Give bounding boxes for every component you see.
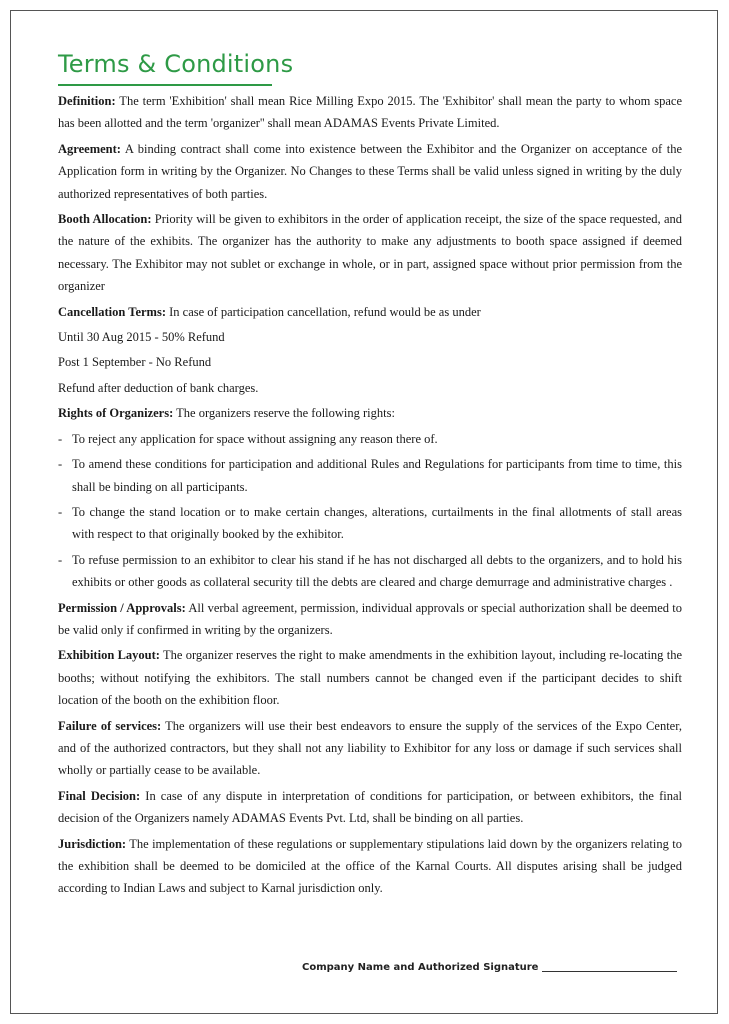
rights-item-text: To reject any application for space without assigning any reason there of. [72,431,438,446]
layout-paragraph [58,644,682,711]
booth-allocation-text: Priority will be given to exhibitors in the order of application receipt, the size of the space requested, and the nature of the exhibits. The organizer has the authority to make any adjustments to booth space assigned if deemed necessary. The Exhibitor may not sublet or exchange in whole, or in part, assigned space without prior permission from the organizer [58,212,682,294]
dash-bullet: - [58,552,63,567]
cancellation-line: Post 1 September - No Refund [58,355,212,370]
cancellation-label: Cancellation Terms: [58,304,166,319]
document-body [58,50,682,903]
jurisdiction-paragraph [58,833,682,900]
final-decision-label: Final Decision: [58,788,141,803]
rights-list-item [58,453,682,498]
title-underline [58,84,272,86]
failure-label: Failure of services: [58,718,162,733]
signature-label: Company Name and Authorized Signature [302,962,539,973]
agreement-text: A binding contract shall come into existence between the Exhibitor and the Organizer on acceptance of the Application form in writing by the Organizer. No Changes to these Terms shall be valid unless signed in writing by the duly authorized representatives of both parties. [58,141,682,201]
rights-text: The organizers reserve the following rights: [173,406,395,421]
rights-paragraph [58,402,682,424]
page-title: Terms & Conditions [58,50,294,78]
final-decision-text: In case of any dispute in interpretation of conditions for participation, or between exhibitors, the final decision of the Organizers namely ADAMAS Events Pvt. Ltd, shall be binding on all parties. [58,788,682,826]
rights-label: Rights of Organizers: [58,406,174,421]
dash-bullet: - [58,457,63,472]
failure-paragraph [58,715,682,782]
booth-allocation-label: Booth Allocation: [58,212,152,227]
rights-item-text: To refuse permission to an exhibitor to clear his stand if he has not discharged all debts to the organizers, and to hold his exhibits or other goods as collateral security till the debts are cleared and charge demurrage and administrative charges . [72,552,682,590]
agreement-paragraph [58,138,682,205]
definition-label: Definition: [58,94,116,108]
permission-paragraph [58,597,682,642]
dash-bullet: - [58,504,63,519]
definition-text: The term 'Exhibition' shall mean Rice Milling Expo 2015. The 'Exhibitor' shall mean the party to whom space has been allotted and the term 'organizer'' shall mean ADAMAS Events Private Limited. [58,94,682,131]
dash-bullet: - [58,431,63,446]
signature-line[interactable] [542,971,677,972]
cancellation-paragraph [58,301,682,323]
cancellation-line: Until 30 Aug 2015 - 50% Refund [58,330,225,345]
agreement-label: Agreement: [58,141,121,156]
jurisdiction-text: The implementation of these regulations or supplementary stipulations laid down by the organizers relating to the exhibition shall be deemed to be domiciled at the office of the Karnal Courts. All disputes arising shall be judged according to Indian Laws and subject to Karnal jurisdiction only. [58,836,682,896]
permission-label: Permission / Approvals: [58,600,186,615]
rights-list-item [58,428,682,450]
signature-block [302,962,677,973]
layout-label: Exhibition Layout: [58,648,160,663]
rights-list-item [58,549,682,594]
failure-text: The organizers will use their best endeavors to ensure the supply of the services of the Expo Center, and of the authorized contractors, but they shall not any liability to Exhibitor for any loss or damage if such services shall wholly or partially cease to be available. [58,718,682,778]
definition-paragraph [58,90,682,135]
final-decision-paragraph [58,785,682,830]
rights-item-text: To amend these conditions for participation and additional Rules and Regulations for participants from time to time, this shall be binding on all participants. [72,457,682,494]
booth-allocation-paragraph [58,208,682,298]
rights-list-item [58,501,682,546]
cancellation-line: Refund after deduction of bank charges. [58,380,259,395]
jurisdiction-label: Jurisdiction: [58,836,127,851]
layout-text: The organizer reserves the right to make amendments in the exhibition layout, including re-locating the booths; without notifying the exhibitors. The stall numbers cannot be changed even if the participant decides to shift location of the booth on the exhibition floor. [58,648,682,708]
rights-item-text: To change the stand location or to make certain changes, alterations, curtailments in the final allotments of stall areas with respect to that originally booked by the exhibitor. [72,504,682,542]
cancellation-text: In case of participation cancellation, refund would be as under [165,304,481,319]
permission-text: All verbal agreement, permission, individual approvals or special authorization shall be deemed to be valid only if confirmed in writing by the organizers. [58,600,682,637]
